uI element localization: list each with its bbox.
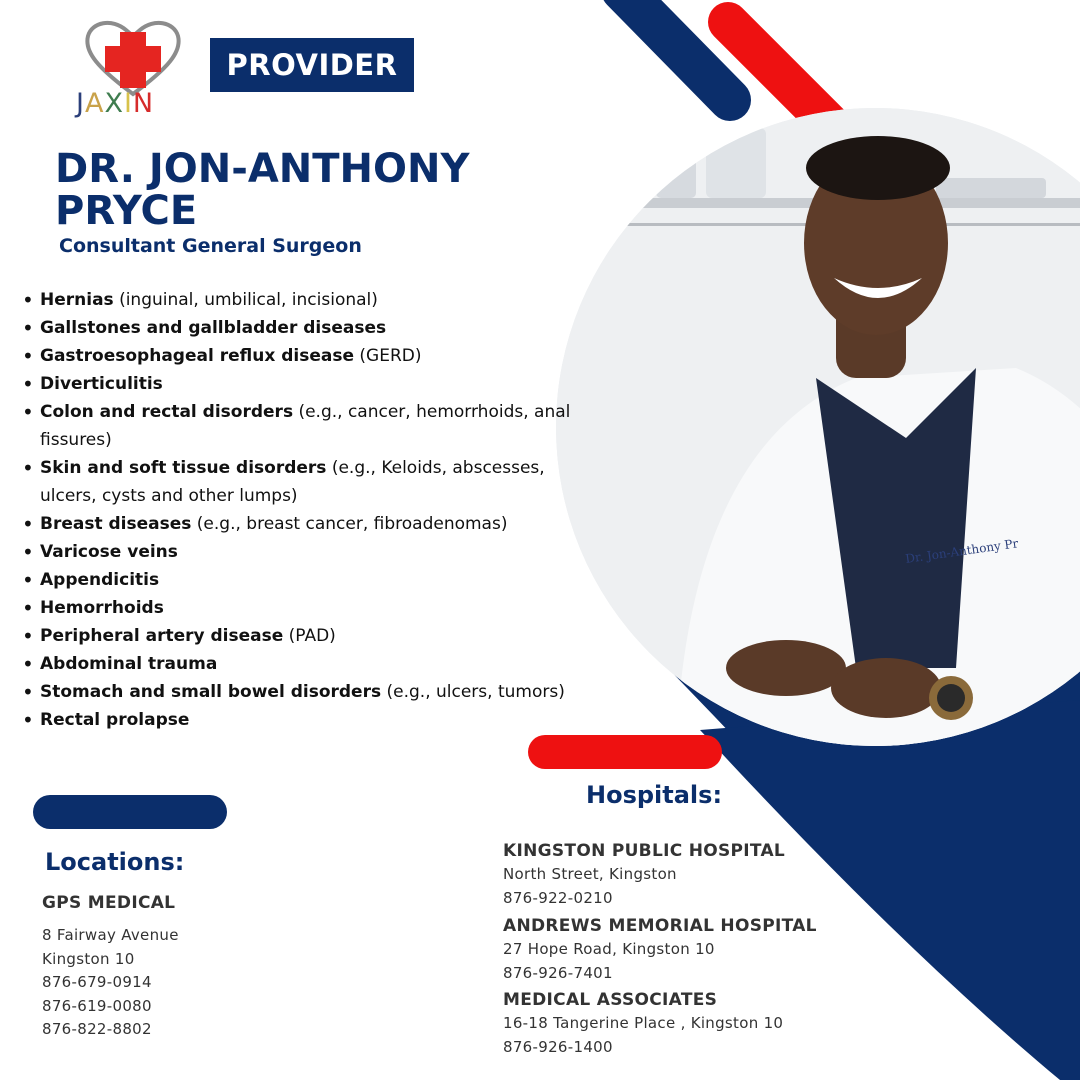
logo-letter: N: [132, 88, 155, 119]
conditions-list: [18, 286, 580, 734]
decorative-pill-red: [528, 735, 722, 769]
doctor-title: Consultant General Surgeon: [59, 235, 362, 257]
locations-heading: Locations:: [45, 848, 185, 876]
location-phone: 876-679-0914: [42, 973, 152, 991]
logo-letter: X: [104, 88, 124, 119]
list-item: • Varicose veins: [40, 538, 580, 566]
logo-letter: I: [123, 88, 133, 119]
location-details: [42, 924, 179, 1042]
hospital-name: KINGSTON PUBLIC HOSPITAL: [503, 841, 786, 861]
location-address-line: Kingston 10: [42, 949, 135, 968]
hospital-entry: [503, 915, 863, 985]
list-item: • Gallstones and gallbladder diseases: [40, 314, 580, 342]
list-item: • Abdominal trauma: [40, 650, 580, 678]
list-item: • Peripheral artery disease (PAD): [40, 622, 580, 650]
coat-embroidery: Dr. Jon-Anthony Pr: [904, 536, 1020, 566]
list-item: • Gastroesophageal reflux disease (GERD): [40, 342, 580, 370]
list-item: • Hernias (inguinal, umbilical, incisional): [40, 286, 580, 314]
logo-letter: A: [84, 88, 105, 119]
list-item: • Rectal prolapse: [40, 706, 580, 734]
list-item: • Breast diseases (e.g., breast cancer, fibroadenomas): [40, 510, 580, 538]
list-item: • Skin and soft tissue disorders (e.g., Keloids, abscesses, ulcers, cysts and other lumps): [40, 454, 580, 510]
decorative-pill-navy: [33, 795, 227, 829]
logo-letter: J: [76, 88, 85, 119]
hospital-address: North Street, Kingston: [503, 865, 677, 883]
location-phone: 876-822-8802: [42, 1020, 152, 1038]
hospital-phone: 876-926-1400: [503, 1038, 613, 1056]
location-address-line: 8 Fairway Avenue: [42, 926, 179, 944]
hospital-entry: [503, 840, 863, 910]
list-item: • Appendicitis: [40, 566, 580, 594]
doctor-name: [55, 148, 535, 232]
list-item: • Colon and rectal disorders (e.g., cancer, hemorrhoids, anal fissures): [40, 398, 580, 454]
hospitals-heading: Hospitals:: [586, 781, 723, 809]
location-phone: 876-619-0080: [42, 996, 152, 1015]
hospital-name: ANDREWS MEMORIAL HOSPITAL: [503, 916, 817, 936]
doctor-name-line1: DR. JON-ANTHONY: [55, 146, 470, 192]
location-name: GPS MEDICAL: [42, 893, 176, 913]
hospital-address: 16-18 Tangerine Place , Kingston 10: [503, 1014, 784, 1032]
list-item: • Stomach and small bowel disorders (e.g., ulcers, tumors): [40, 678, 580, 706]
hospital-address: 27 Hope Road, Kingston 10: [503, 940, 715, 958]
hospital-entry: [503, 989, 863, 1059]
list-item: • Hemorrhoids: [40, 594, 580, 622]
doctor-name-line2: PRYCE: [55, 188, 198, 234]
list-item: • Diverticulitis: [40, 370, 580, 398]
provider-badge: PROVIDER: [210, 38, 414, 92]
hospital-phone: 876-922-0210: [503, 889, 613, 907]
hospital-phone: 876-926-7401: [503, 964, 613, 982]
jaxin-logo-text: [76, 88, 154, 119]
hospital-name: MEDICAL ASSOCIATES: [503, 990, 718, 1010]
